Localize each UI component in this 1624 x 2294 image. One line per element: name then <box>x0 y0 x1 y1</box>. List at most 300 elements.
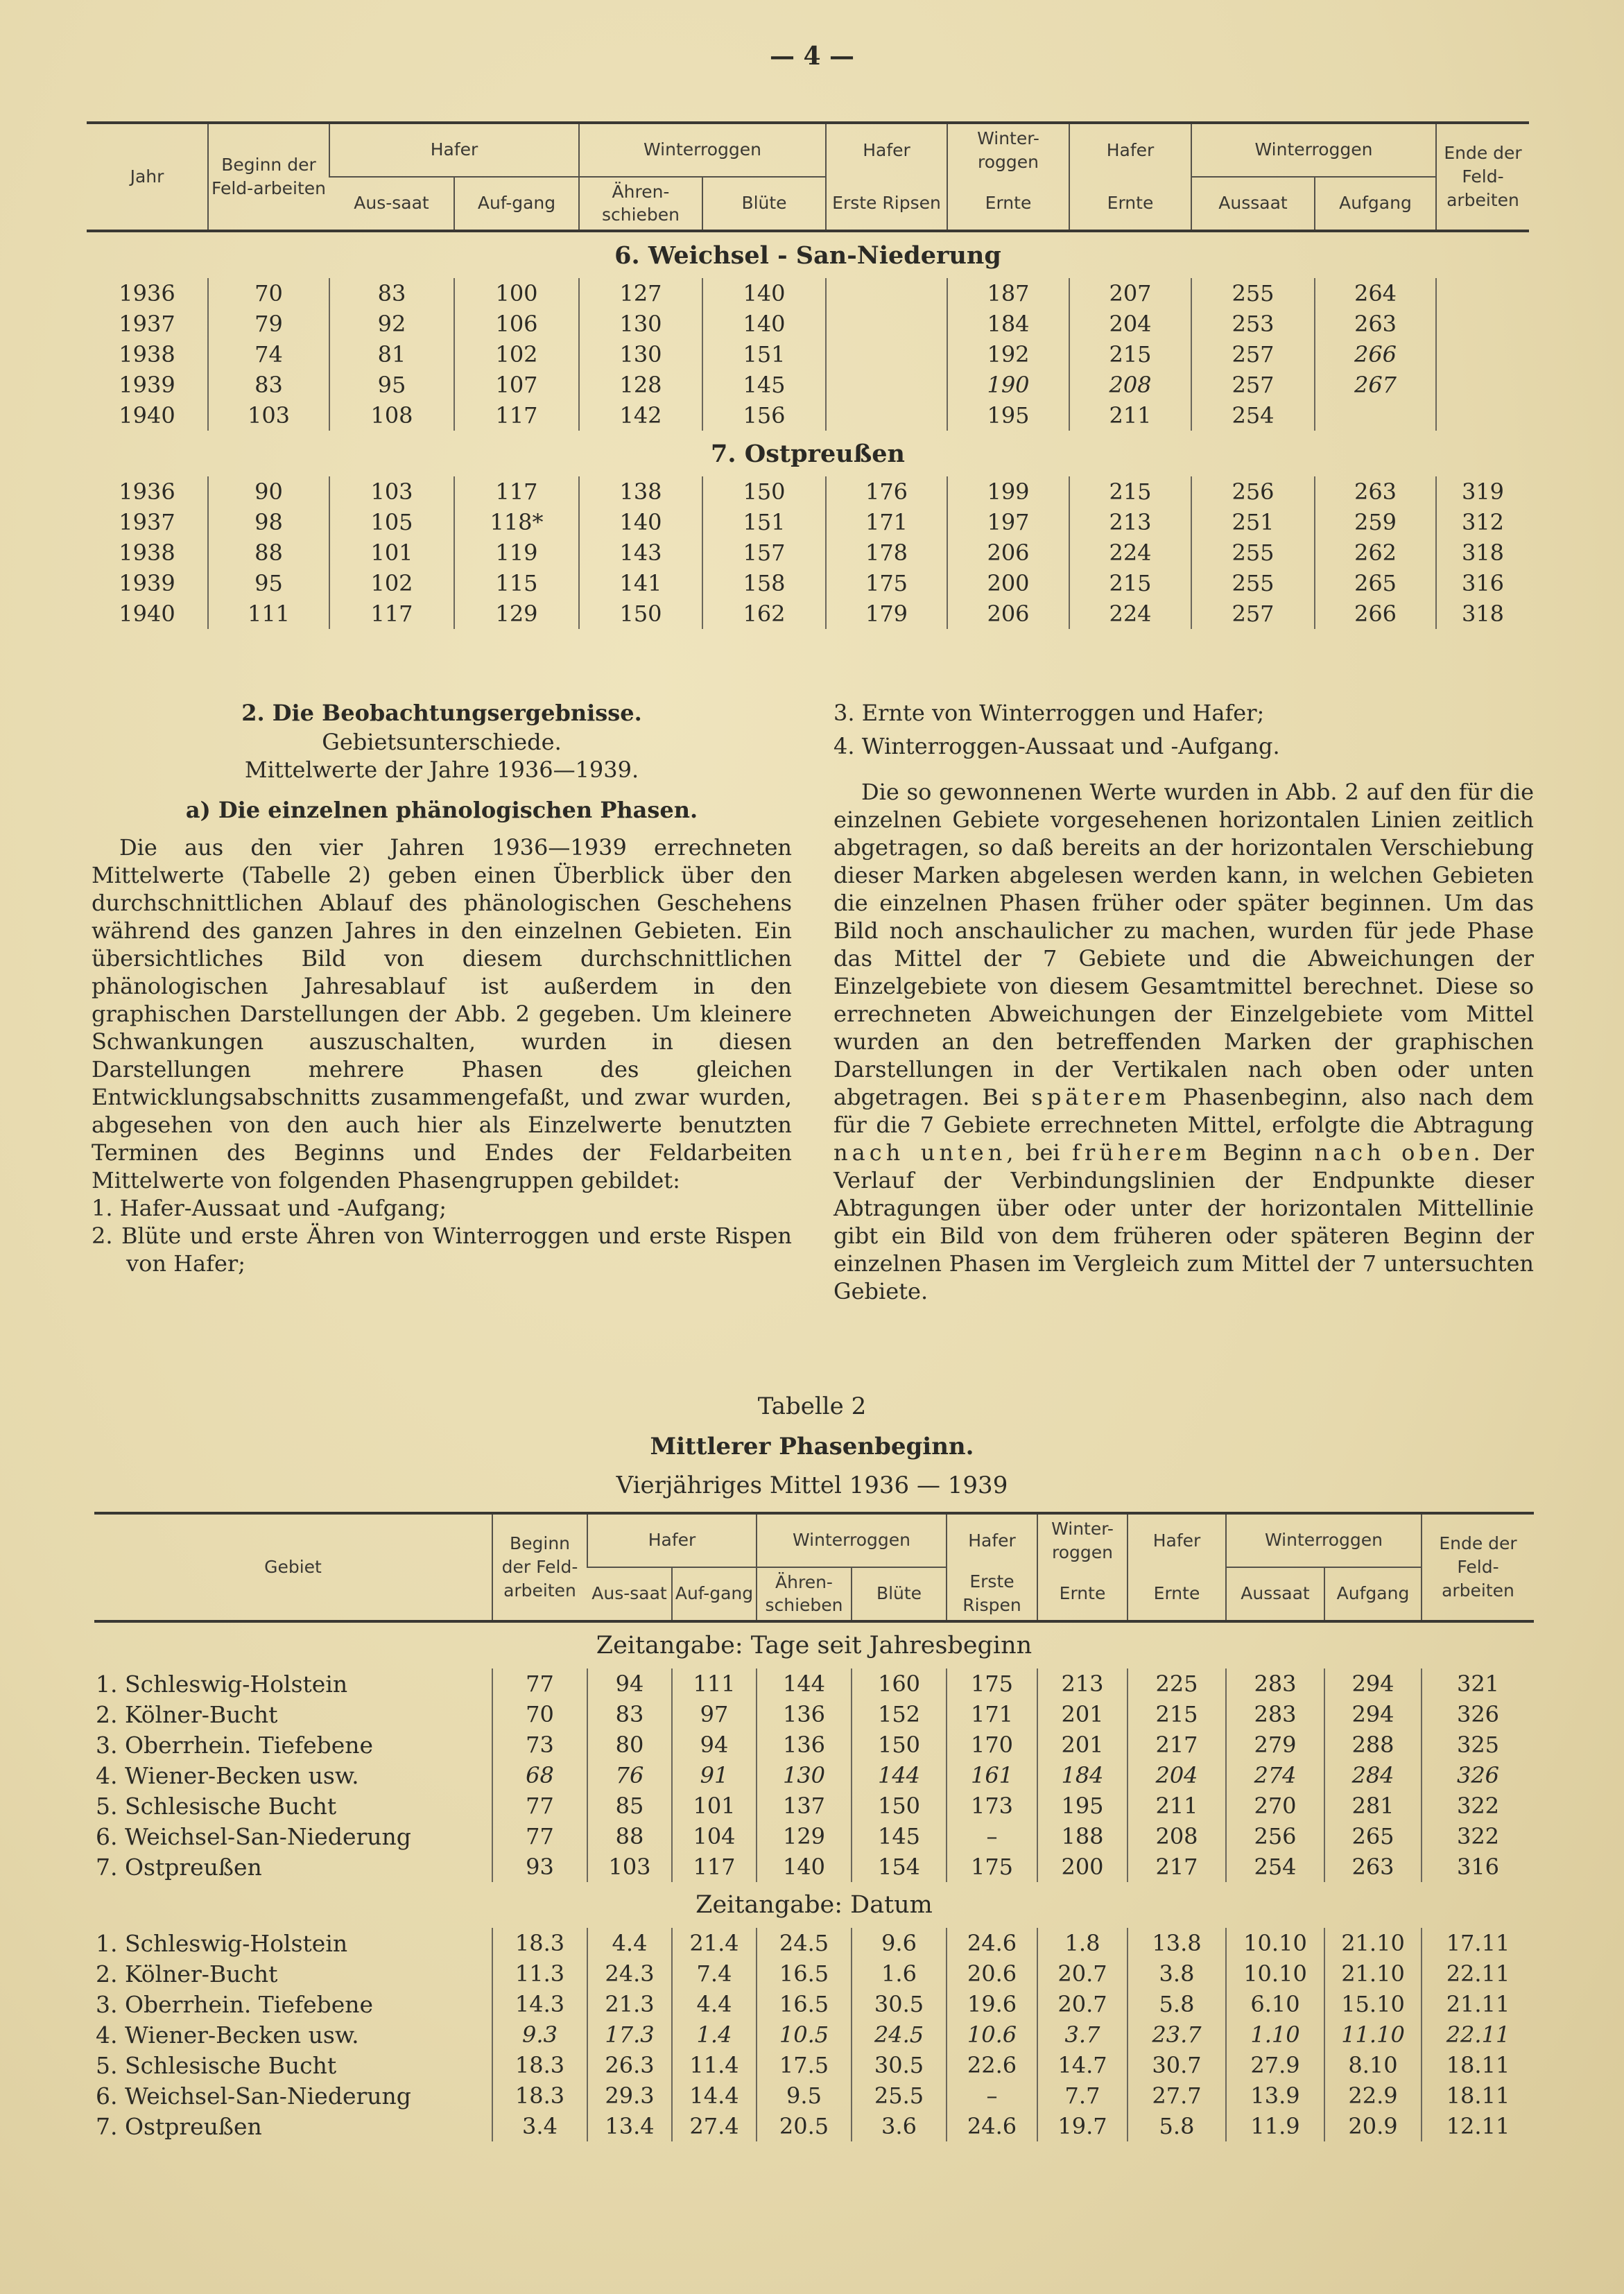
col-header-winterroggen2: Winterroggen <box>1191 123 1436 177</box>
table-cell: 24.5 <box>757 1928 852 1958</box>
table-cell: 127 <box>579 278 702 309</box>
table-cell: 13.4 <box>587 2111 672 2141</box>
table-cell: 21.10 <box>1324 1958 1422 1989</box>
table-cell: 284 <box>1324 1760 1422 1791</box>
table-cell: 274 <box>1226 1760 1324 1791</box>
col-header-wr-ernte: Ernte <box>1037 1567 1128 1622</box>
row-label-cell: 2. Kölner-Bucht <box>96 1960 278 1987</box>
row-label-cell: 1936 <box>119 280 175 307</box>
table-cell: 175 <box>947 1852 1037 1882</box>
section-title-row <box>87 431 1529 476</box>
table-cell: 18.11 <box>1422 2050 1534 2080</box>
row-label-cell: 3. Oberrhein. Tiefebene <box>96 1990 374 2018</box>
table-cell <box>1436 370 1529 400</box>
table-cell: 200 <box>1037 1852 1128 1882</box>
text-left-column <box>92 699 792 1277</box>
table-cell: 117 <box>454 400 579 431</box>
row-label-cell: 7. Ostpreußen <box>96 1853 262 1881</box>
table-cell: 92 <box>329 309 454 339</box>
table-cell: 26.3 <box>587 2050 672 2080</box>
table-cell: 179 <box>826 598 947 629</box>
table-cell: 206 <box>947 537 1069 568</box>
paragraph-right <box>833 778 1534 1305</box>
table-cell: 170 <box>947 1730 1037 1760</box>
table-cell: 136 <box>757 1730 852 1760</box>
table-cell: 224 <box>1069 537 1191 568</box>
table-row <box>87 339 1529 370</box>
col-header-ende: Ende der Feld-arbeiten <box>1436 123 1529 231</box>
table-cell: 73 <box>492 1730 587 1760</box>
table-cell: 24.3 <box>587 1958 672 1989</box>
table-cell: 30.7 <box>1128 2050 1226 2080</box>
table-cell: 156 <box>702 400 826 431</box>
table-row <box>94 2050 1534 2080</box>
section-heading: 2. Die Beobachtungsergebnisse. <box>241 700 642 726</box>
table-cell: 68 <box>492 1760 587 1791</box>
table-title: Mittlerer Phasenbeginn. <box>650 1433 974 1460</box>
table-cell: 326 <box>1422 1760 1534 1791</box>
table-cell: 103 <box>208 400 329 431</box>
table-cell: 213 <box>1069 507 1191 537</box>
table-cell: 130 <box>579 339 702 370</box>
table-cell: 257 <box>1191 598 1315 629</box>
table-cell: 77 <box>492 1668 587 1699</box>
table-cell: 129 <box>757 1821 852 1852</box>
table-cell: 140 <box>579 507 702 537</box>
col-header-hafer: Hafer <box>329 123 579 177</box>
table-cell: 9.5 <box>757 2080 852 2111</box>
table-cell: 16.5 <box>757 1989 852 2019</box>
table-cell: 95 <box>329 370 454 400</box>
table-row <box>87 309 1529 339</box>
table-cell: 137 <box>757 1791 852 1821</box>
section-title-row <box>94 1882 1534 1928</box>
table-cell: 119 <box>454 537 579 568</box>
table-cell: 138 <box>579 476 702 507</box>
table-cell: 211 <box>1069 400 1191 431</box>
table-cell <box>826 278 947 309</box>
table-cell: 94 <box>587 1668 672 1699</box>
table-cell: 3.6 <box>852 2111 947 2141</box>
table-cell: 115 <box>454 568 579 598</box>
table-cell: 20.5 <box>757 2111 852 2141</box>
col-header-ahren: Ähren-schieben <box>579 177 702 232</box>
table-cell: 204 <box>1069 309 1191 339</box>
paragraph-right-part-d: Beginn <box>1223 1139 1302 1166</box>
table-cell: 10.5 <box>757 2019 852 2050</box>
table-cell: 144 <box>757 1668 852 1699</box>
col-header-hafer-ernte: Ernte <box>1069 177 1191 232</box>
table-cell: 211 <box>1128 1791 1226 1821</box>
col-header-hafer-ripsen-top: Hafer <box>826 123 947 177</box>
col-header-gebiet: Gebiet <box>264 1557 322 1578</box>
table-cell: 118* <box>454 507 579 537</box>
table-cell: 24.6 <box>947 2111 1037 2141</box>
table-cell <box>826 339 947 370</box>
col-header-winterroggen: Winterroggen <box>579 123 826 177</box>
table-2-body <box>94 1621 1534 2141</box>
table-cell: 22.11 <box>1422 2019 1534 2050</box>
table-cell: 150 <box>852 1791 947 1821</box>
table-row <box>87 598 1529 629</box>
table-cell: 161 <box>947 1760 1037 1791</box>
table-row <box>94 2080 1534 2111</box>
table-cell: 29.3 <box>587 2080 672 2111</box>
table-row <box>87 568 1529 598</box>
table-cell: 77 <box>492 1791 587 1821</box>
table-cell: 188 <box>1037 1821 1128 1852</box>
paragraph-right-part-a: Die so gewonnenen Werte wurden in Abb. 2 auf den für die einzelnen Gebiete vorgesehenen horizontalen Linien zeitlich abgetragen, so daß bereits an der horizontalen Verschiebung dieser Marken abgelesen werden kann, in welchen Gebieten die einzelnen Phasen früher oder später beginnen. Um das Bild noch anschaulicher zu machen, wurden für jede Phase das Mittel der 7 Gebiete und die Abweichungen der Einzelgebiete von diesem Gesamtmittel berechnet. Diese so errechneten Abweichungen der Einzelgebiete vom Mittel wurden an den betreffenden Marken der graphischen Darstellungen in der Vertikalen nach oben oder unten abgetragen. Bei <box>833 779 1534 1110</box>
col-header-hafer: Hafer <box>587 1513 757 1567</box>
table-cell: 152 <box>852 1699 947 1730</box>
col-header-hafer-ernte: Ernte <box>1128 1567 1226 1622</box>
table-cell: 257 <box>1191 339 1315 370</box>
table-cell: 141 <box>579 568 702 598</box>
table-cell: 11.3 <box>492 1958 587 1989</box>
table-cell: 79 <box>208 309 329 339</box>
table-cell <box>1436 339 1529 370</box>
table-cell: 5.8 <box>1128 2111 1226 2141</box>
table-cell: 20.6 <box>947 1958 1037 1989</box>
list-item-4: 4. Winterroggen-Aussaat und -Aufgang. <box>833 733 1280 759</box>
section-title: 7. Ostpreußen <box>710 439 906 468</box>
table-row <box>94 1928 1534 1958</box>
table-cell: 283 <box>1226 1668 1324 1699</box>
table-cell: 11.10 <box>1324 2019 1422 2050</box>
table-cell: 253 <box>1191 309 1315 339</box>
table-cell: 18.3 <box>492 2080 587 2111</box>
table-cell: 27.9 <box>1226 2050 1324 2080</box>
col-header-wr-aufgang: Aufgang <box>1324 1567 1422 1622</box>
col-header-wr-ernte: Ernte <box>947 177 1069 232</box>
table-cell: 175 <box>947 1668 1037 1699</box>
table-cell: 16.5 <box>757 1958 852 1989</box>
table-cell: 128 <box>579 370 702 400</box>
table-cell: 1.10 <box>1226 2019 1324 2050</box>
table-row <box>94 1730 1534 1760</box>
table-cell: 95 <box>208 568 329 598</box>
table-cell: 279 <box>1226 1730 1324 1760</box>
table-row <box>87 537 1529 568</box>
table-row <box>94 1989 1534 2019</box>
table-cell: 267 <box>1315 370 1436 400</box>
row-label-cell: 1939 <box>119 570 175 596</box>
table-cell: 8.10 <box>1324 2050 1422 2080</box>
table-cell: 103 <box>587 1852 672 1882</box>
table-cell <box>1315 400 1436 431</box>
row-label-cell: 6. Weichsel-San-Niederung <box>96 1822 411 1850</box>
table-row <box>94 1699 1534 1730</box>
table-cell: 14.4 <box>672 2080 757 2111</box>
row-label-cell: 5. Schlesische Bucht <box>96 1792 337 1820</box>
table-cell: 190 <box>947 370 1069 400</box>
table-cell: 98 <box>208 507 329 537</box>
table-cell: 266 <box>1315 598 1436 629</box>
row-label-cell: 1937 <box>119 509 175 535</box>
row-label-cell: 4. Wiener-Becken usw. <box>96 2021 359 2049</box>
table-cell: 24.6 <box>947 1928 1037 1958</box>
table-cell: 88 <box>587 1821 672 1852</box>
list-item-3: 3. Ernte von Winterroggen und Hafer; <box>833 700 1265 726</box>
table-cell: 101 <box>672 1791 757 1821</box>
table-cell: 117 <box>454 476 579 507</box>
row-label-cell: 1. Schleswig-Holstein <box>96 1929 348 1957</box>
table-cell: 107 <box>454 370 579 400</box>
table-cell: 207 <box>1069 278 1191 309</box>
table-cell: 104 <box>672 1821 757 1852</box>
table-cell: 21.4 <box>672 1928 757 1958</box>
table-continued-body <box>87 231 1529 629</box>
row-label-cell: 1938 <box>119 341 175 368</box>
table-cell: 187 <box>947 278 1069 309</box>
table-cell: 136 <box>757 1699 852 1730</box>
table-cell: 171 <box>947 1699 1037 1730</box>
table-cell: 130 <box>579 309 702 339</box>
table-cell: 160 <box>852 1668 947 1699</box>
table-cell: 266 <box>1315 339 1436 370</box>
table-cell: 257 <box>1191 370 1315 400</box>
table-cell: 11.9 <box>1226 2111 1324 2141</box>
table-cell <box>826 370 947 400</box>
table-cell: 70 <box>208 278 329 309</box>
col-header-jahr: Jahr <box>130 166 164 187</box>
table-label: Tabelle 2 <box>757 1392 867 1420</box>
table-cell: 144 <box>852 1760 947 1791</box>
col-header-blute: Blüte <box>702 177 826 232</box>
row-label-cell: 1939 <box>119 372 175 398</box>
table-cell: 9.6 <box>852 1928 947 1958</box>
table-cell: 21.3 <box>587 1989 672 2019</box>
col-header-wr-ernte-top: Winter-roggen <box>947 123 1069 177</box>
table-cell: 173 <box>947 1791 1037 1821</box>
table-cell: 319 <box>1436 476 1529 507</box>
table-cell: 204 <box>1128 1760 1226 1791</box>
table-cell: 30.5 <box>852 2050 947 2080</box>
table-continued <box>87 121 1529 629</box>
table-row <box>94 1852 1534 1882</box>
table-cell: 85 <box>587 1791 672 1821</box>
col-header-wr-aufgang: Aufgang <box>1315 177 1436 232</box>
table-cell: 117 <box>672 1852 757 1882</box>
row-label-cell: 5. Schlesische Bucht <box>96 2051 337 2079</box>
table-cell: 294 <box>1324 1668 1422 1699</box>
row-label-cell: 1. Schleswig-Holstein <box>96 1670 348 1698</box>
table-cell: 10.10 <box>1226 1958 1324 1989</box>
table-row <box>87 278 1529 309</box>
table-cell: 171 <box>826 507 947 537</box>
table-cell: 7.7 <box>1037 2080 1128 2111</box>
table-cell: 195 <box>947 400 1069 431</box>
table-cell: 215 <box>1069 568 1191 598</box>
table-cell <box>826 309 947 339</box>
table-cell: 213 <box>1037 1668 1128 1699</box>
table-cell: 103 <box>329 476 454 507</box>
table-cell: 150 <box>702 476 826 507</box>
table-cell: 312 <box>1436 507 1529 537</box>
table-cell: 129 <box>454 598 579 629</box>
col-header-hafer-aufgang: Auf-gang <box>672 1567 757 1622</box>
table-cell: 162 <box>702 598 826 629</box>
table-cell: 80 <box>587 1730 672 1760</box>
subsection-heading: a) Die einzelnen phänologischen Phasen. <box>185 797 698 823</box>
table-cell: 263 <box>1315 309 1436 339</box>
col-header-hafer-ripsen: Erste Ripsen <box>826 177 947 232</box>
table-subtitle: Vierjähriges Mittel 1936 — 1939 <box>616 1472 1008 1499</box>
col-header-hafer-aussaat: Aus-saat <box>587 1567 672 1622</box>
table-cell: 27.7 <box>1128 2080 1226 2111</box>
table-row <box>87 476 1529 507</box>
col-header-wr-aussaat: Aussaat <box>1191 177 1315 232</box>
table-cell: 93 <box>492 1852 587 1882</box>
col-header-hafer-aufgang: Auf-gang <box>454 177 579 232</box>
table-cell: 21.11 <box>1422 1989 1534 2019</box>
table-cell: 151 <box>702 507 826 537</box>
table-row <box>94 1760 1534 1791</box>
table-cell: 251 <box>1191 507 1315 537</box>
table-cell: 20.9 <box>1324 2111 1422 2141</box>
table-cell: 97 <box>672 1699 757 1730</box>
table-cell: 224 <box>1069 598 1191 629</box>
row-label-cell: 3. Oberrhein. Tiefebene <box>96 1731 374 1759</box>
table-cell: 255 <box>1191 537 1315 568</box>
table-cell: 4.4 <box>587 1928 672 1958</box>
table-cell: 6.10 <box>1226 1989 1324 2019</box>
table-cell: 81 <box>329 339 454 370</box>
col-header-beginn: Beginn der Feld-arbeiten <box>208 123 329 231</box>
table-row <box>94 1791 1534 1821</box>
table-cell: 140 <box>702 278 826 309</box>
row-label-cell: 1940 <box>119 601 175 627</box>
table-cell: 117 <box>329 598 454 629</box>
section-subheading-1: Gebietsunterschiede. <box>322 729 562 755</box>
table-cell: 199 <box>947 476 1069 507</box>
table-cell: 283 <box>1226 1699 1324 1730</box>
table-cell: 1.8 <box>1037 1928 1128 1958</box>
table-cell: 294 <box>1324 1699 1422 1730</box>
emph-nach-oben: nach oben <box>1314 1139 1474 1166</box>
col-header-hafer-aussaat: Aus-saat <box>329 177 454 232</box>
table-cell: 12.11 <box>1422 2111 1534 2141</box>
col-header-winterroggen2: Winterroggen <box>1226 1513 1422 1567</box>
table-cell: 13.8 <box>1128 1928 1226 1958</box>
table-cell: 4.4 <box>672 1989 757 2019</box>
table-cell: – <box>947 2080 1037 2111</box>
col-header-blute: Blüte <box>852 1567 947 1622</box>
table-cell: 288 <box>1324 1730 1422 1760</box>
paragraph-right-part-b: Phasenbeginn, also nach dem für die 7 Gebiete errechneten Mittel, erfolgte die Abtragung <box>833 1084 1535 1138</box>
table-cell: 322 <box>1422 1821 1534 1852</box>
table-cell: 19.6 <box>947 1989 1037 2019</box>
table-cell: 318 <box>1436 598 1529 629</box>
table-cell: 17.11 <box>1422 1928 1534 1958</box>
table-cell: 143 <box>579 537 702 568</box>
table-cell: 91 <box>672 1760 757 1791</box>
table-cell: 256 <box>1226 1821 1324 1852</box>
table-cell: 102 <box>329 568 454 598</box>
col-header-ahren: Ähren-schieben <box>757 1567 852 1622</box>
table-cell: 142 <box>579 400 702 431</box>
table-cell <box>1436 400 1529 431</box>
section-title: 6. Weichsel - San-Niederung <box>614 241 1001 270</box>
table-cell: 3.7 <box>1037 2019 1128 2050</box>
table-cell: 263 <box>1315 476 1436 507</box>
table-cell: 106 <box>454 309 579 339</box>
table-row <box>94 1821 1534 1852</box>
table-cell: 254 <box>1226 1852 1324 1882</box>
table-cell: 14.3 <box>492 1989 587 2019</box>
list-item-1: 1. Hafer-Aussaat und -Aufgang; <box>92 1195 447 1221</box>
table-cell: 22.6 <box>947 2050 1037 2080</box>
col-header-wr-ernte-top: Winter-roggen <box>1037 1513 1128 1567</box>
table-row <box>94 2019 1534 2050</box>
table-cell: 206 <box>947 598 1069 629</box>
table-cell: 316 <box>1422 1852 1534 1882</box>
table-cell: 90 <box>208 476 329 507</box>
table-cell: 255 <box>1191 568 1315 598</box>
table-cell: 1.4 <box>672 2019 757 2050</box>
text-right-column <box>833 699 1534 1305</box>
table-cell: 192 <box>947 339 1069 370</box>
table-cell: 18.11 <box>1422 2080 1534 2111</box>
table-cell: 83 <box>208 370 329 400</box>
table-cell: 265 <box>1324 1821 1422 1852</box>
table-cell: 30.5 <box>852 1989 947 2019</box>
table-cell: 102 <box>454 339 579 370</box>
table-cell: 18.3 <box>492 2050 587 2080</box>
table-cell: 19.7 <box>1037 2111 1128 2141</box>
table-cell: 145 <box>702 370 826 400</box>
table-cell: 215 <box>1069 339 1191 370</box>
table-cell: 184 <box>947 309 1069 339</box>
table-cell: 263 <box>1324 1852 1422 1882</box>
col-header-winterroggen: Winterroggen <box>757 1513 947 1567</box>
section-subheading-2: Mittelwerte der Jahre 1936—1939. <box>244 757 639 783</box>
table-cell: 140 <box>702 309 826 339</box>
table-cell: 326 <box>1422 1699 1534 1730</box>
table-cell: 217 <box>1128 1730 1226 1760</box>
table-cell: 255 <box>1191 278 1315 309</box>
table-cell: 17.3 <box>587 2019 672 2050</box>
table-cell: 22.11 <box>1422 1958 1534 1989</box>
table-cell: 215 <box>1128 1699 1226 1730</box>
table-cell: 208 <box>1128 1821 1226 1852</box>
col-header-hafer-ripsen-top: Hafer <box>947 1513 1037 1567</box>
table-cell: 9.3 <box>492 2019 587 2050</box>
list-item-2: 2. Blüte und erste Ähren von Winterroggen und erste Rispen von Hafer; <box>92 1223 792 1277</box>
table-cell: 150 <box>579 598 702 629</box>
row-label-cell: 1937 <box>119 311 175 337</box>
table-cell <box>1436 309 1529 339</box>
row-label-cell: 1940 <box>119 402 175 429</box>
table-cell: 21.10 <box>1324 1928 1422 1958</box>
table-cell: 256 <box>1191 476 1315 507</box>
col-header-hafer-ernte-top: Hafer <box>1128 1513 1226 1567</box>
table-cell: 265 <box>1315 568 1436 598</box>
table-cell: 27.4 <box>672 2111 757 2141</box>
table-cell: 111 <box>208 598 329 629</box>
table-cell: 217 <box>1128 1852 1226 1882</box>
table-cell: 184 <box>1037 1760 1128 1791</box>
table-cell: 259 <box>1315 507 1436 537</box>
table-cell: 77 <box>492 1821 587 1852</box>
table-cell: 15.10 <box>1324 1989 1422 2019</box>
table-cell: 254 <box>1191 400 1315 431</box>
table-cell: 22.9 <box>1324 2080 1422 2111</box>
table-row <box>94 1668 1534 1699</box>
table-cell: 108 <box>329 400 454 431</box>
paragraph-right-part-c: , bei <box>1006 1139 1060 1166</box>
section-title: Zeitangabe: Tage seit Jahresbeginn <box>596 1632 1033 1659</box>
